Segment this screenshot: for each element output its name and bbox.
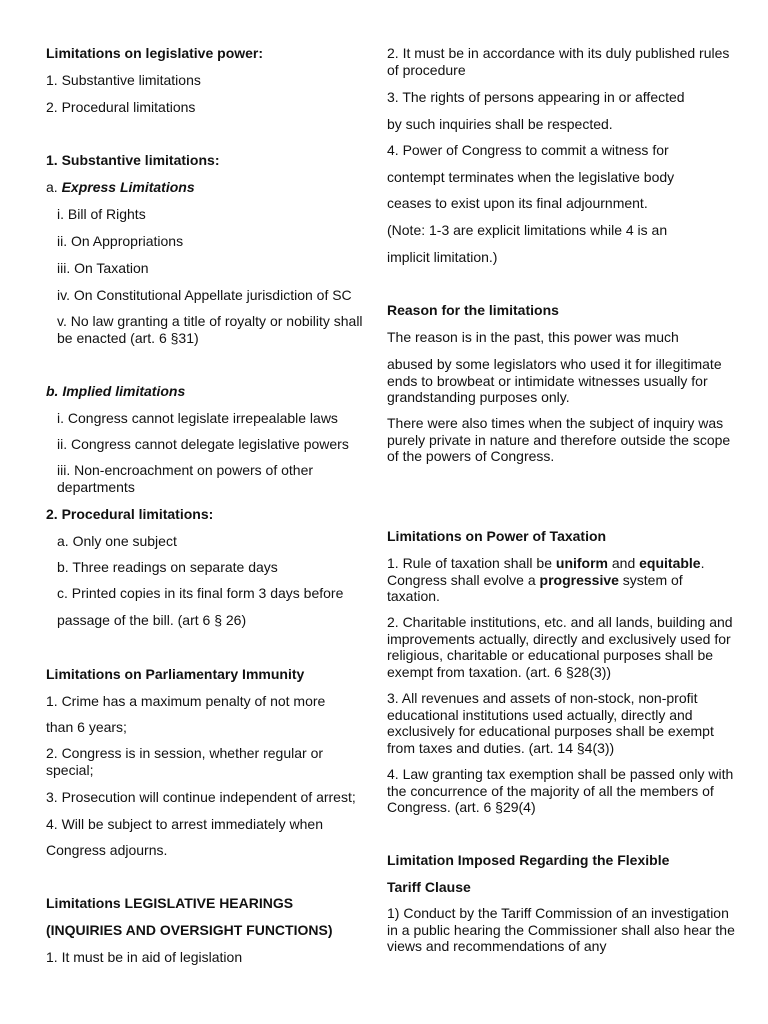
text-run: . Congress shall evolve a (387, 555, 705, 588)
text-emphasis-equitable: equitable (639, 555, 701, 571)
list-item: 3. Prosecution will continue independent of arrest; (46, 789, 356, 805)
note-text: implicit limitation.) (387, 249, 498, 265)
note-text: (Note: 1-3 are explicit limitations while 4 is an (387, 222, 668, 238)
heading-implied-limitations: b. Implied limitations (46, 383, 186, 399)
heading-parliamentary-immunity: Limitations on Parliamentary Immunity (46, 666, 305, 682)
list-item: by such inquiries shall be respected. (387, 116, 613, 132)
list-item: ii. Congress cannot delegate legislative powers (57, 436, 349, 452)
text-emphasis-progressive: progressive (539, 571, 619, 588)
paragraph: The reason is in the past, this power was much (387, 329, 679, 345)
heading-legislative-power-limits: Limitations on legislative power: (46, 45, 264, 61)
heading-inquiries-oversight: (INQUIRIES AND OVERSIGHT FUNCTIONS) (46, 922, 333, 938)
list-item: ii. On Appropriations (57, 233, 184, 249)
list-item: 4. Power of Congress to commit a witness for (387, 142, 669, 158)
list-item: b. Three readings on separate days (57, 559, 278, 575)
list-item: v. No law granting a title of royalty or nobility shall be enacted (art. 6 §31) (57, 313, 363, 346)
list-item: iii. On Taxation (57, 260, 149, 276)
list-item: 3. All revenues and assets of non-stock, non-profit educational institutions used actually, directly and exclusively for educational purposes shall be exempt from taxes and duties. (art. 14 §4(3)) (387, 690, 714, 756)
express-limitations-label: Express Limitations (61, 179, 195, 195)
heading-substantive-limitations: 1. Substantive limitations: (46, 152, 220, 168)
list-item: 1) Conduct by the Tariff Commission of an investigation in a public hearing the Commissioner shall also hear the views and recommendations of any (387, 905, 735, 954)
list-item: a. Only one subject (57, 533, 177, 549)
list-item: i. Congress cannot legislate irrepealable laws (57, 410, 338, 426)
list-item: 2. It must be in accordance with its duly published rules of procedure (387, 45, 730, 78)
list-item: contempt terminates when the legislative body (387, 169, 675, 185)
text-run: and (608, 555, 640, 571)
text-emphasis-uniform: uniform (555, 555, 608, 571)
list-item: 1. Substantive limitations (46, 72, 201, 88)
list-item: iv. On Constitutional Appellate jurisdiction of SC (57, 287, 352, 303)
list-item: 2. Charitable institutions, etc. and all lands, building and improvements actually, directly and exclusively used for religious, charitable or educational purposes shall be exempt from taxation. (art. 6 §28(3)) (387, 614, 733, 680)
list-item: 1. Crime has a maximum penalty of not more (46, 693, 326, 709)
text-run: 1. Rule of taxation shall be (387, 555, 556, 571)
list-item: than 6 years; (46, 719, 127, 735)
text-run: system of taxation. (387, 571, 683, 604)
paragraph: abused by some legislators who used it for illegitimate ends to browbeat or intimidate witnesses usually for grandstanding purposes only. (387, 356, 722, 405)
heading-reason-limitations: Reason for the limitations (387, 302, 559, 318)
list-item: 2. Procedural limitations (46, 99, 196, 115)
list-item-taxation-rule (387, 555, 737, 605)
express-prefix: a. (46, 179, 62, 195)
list-item: Congress adjourns. (46, 842, 168, 858)
heading-taxation-limits: Limitations on Power of Taxation (387, 528, 607, 544)
list-item: i. Bill of Rights (57, 206, 146, 222)
list-item: c. Printed copies in its final form 3 days before (57, 585, 344, 601)
list-item: 1. It must be in aid of legislation (46, 949, 243, 965)
list-item: 4. Will be subject to arrest immediately when (46, 816, 323, 832)
list-item: iii. Non-encroachment on powers of other departments (57, 462, 314, 495)
list-item: 2. Congress is in session, whether regular or special; (46, 745, 324, 778)
list-item: 3. The rights of persons appearing in or affected (387, 89, 685, 105)
list-item: 4. Law granting tax exemption shall be passed only with the concurrence of the majority of all the members of Congress. (art. 6 §29(4) (387, 766, 734, 815)
list-item: ceases to exist upon its final adjournment. (387, 195, 648, 211)
heading-legislative-hearings: Limitations LEGISLATIVE HEARINGS (46, 895, 294, 911)
list-item: passage of the bill. (art 6 § 26) (57, 612, 247, 628)
list-item-express (46, 179, 366, 196)
heading-procedural-limitations: 2. Procedural limitations: (46, 506, 214, 522)
paragraph: There were also times when the subject of inquiry was purely private in nature and therefore outside the scope of the powers of Congress. (387, 415, 731, 464)
heading-flexible-tariff: Limitation Imposed Regarding the Flexible (387, 852, 670, 868)
heading-tariff-clause: Tariff Clause (387, 879, 471, 895)
